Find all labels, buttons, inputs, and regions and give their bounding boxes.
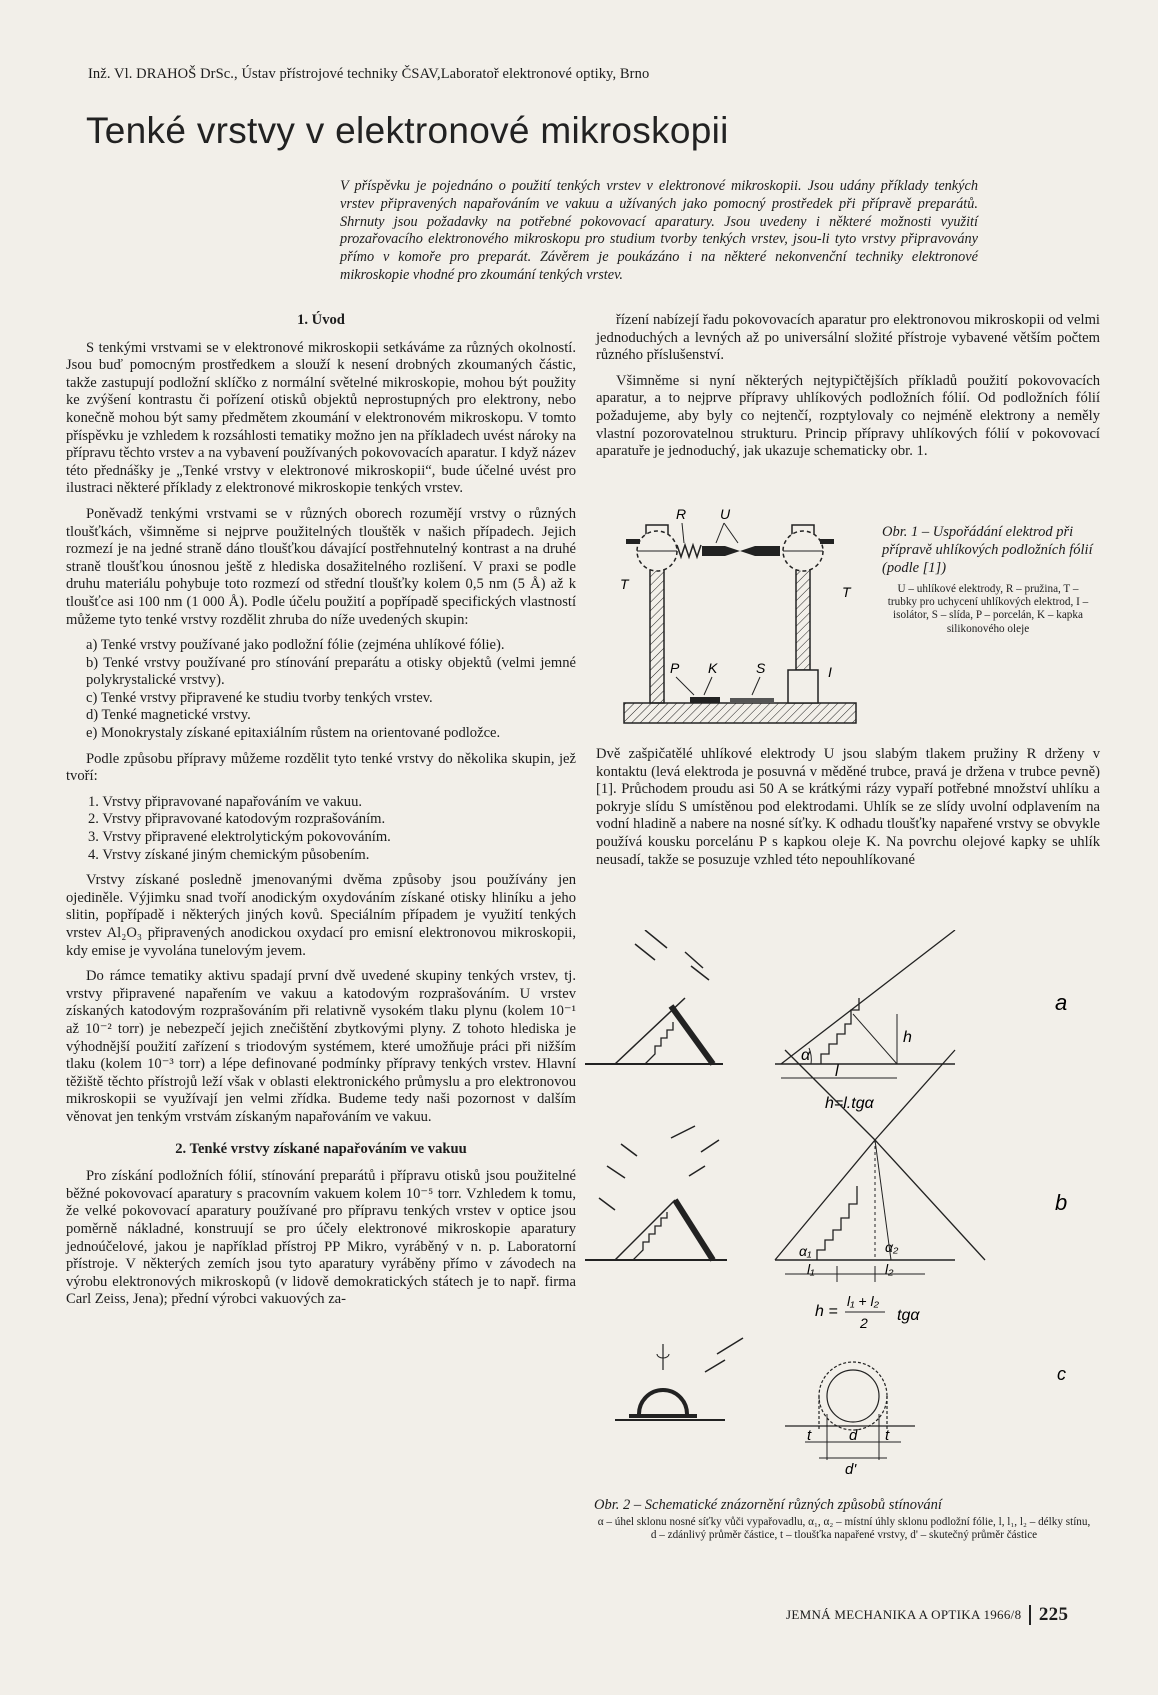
paragraph: Vrstvy získané posledně jmenovanými dvěma způsoby jsou používány jen ojediněle. Výjimku snad tvoří anodickým oxydováním získané otisky hliníku a jeho slitin, popřípadě i některých jiných kovů. Speciálním případem je využití tenkých vrstev Al₂O₃ připravených anodickou oxydací pro emisní elektronovou mikroskopii, kdy emise je vyvolána tunelovým jevem. (66, 872, 576, 959)
paragraph: Do rámce tematiky aktivu spadají první dvě uvedené skupiny tenkých vrstev, tj. vrstvy připravené napařením ve vakuu a katodovým rozprašováním. U vrstev získaných katodovým rozprašováním při relativně vysokém tlaku plynu (kolem 10⁻¹ až 10⁻² torr) je nebezpečí jejich znečištění zbytkovými plyny. Z tohoto hlediska je výhodnější použití zařízení s triodovým systémem, které umožňuje práci při nižším tlaku (kolem 10⁻³ torr) a lépe definované podmínky přípravy tenkých vrstev. Hlavní těžiště těchto přístrojů leží však v oblasti elektronického průmyslu a pro elektronovou mikroskopii se využívají jen velmi zřídka. Budeme tedy naši pozornost v dalším věnovat jen tenkým vrstvám získaným napařováním ve vakuu. (66, 968, 576, 1125)
fig1-label-S: S (756, 660, 766, 676)
paragraph: Všimněme si nyní některých nejtypičtějších příkladů použití pokovovacích aparatur, a to nejprve přípravy uhlíkových podložních fólií. Od podložních fólií požadujeme, aby byly co nejtenčí, rozptylovaly co nejméně elektrony a neměly vlastní pozorovatelnou strukturu. Princip přípravy uhlíkových fólií v pokovovací aparatuře je jednoduchý, jak ukazuje schematicky obr. 1. (596, 372, 1100, 460)
figure-2-caption: Obr. 2 – Schematické znázornění různých způsobů stínování (594, 1497, 942, 1513)
fig2-t-right: t (885, 1427, 890, 1444)
figure-1-caption-block (882, 523, 1094, 636)
methods-list (66, 794, 576, 864)
fig2-alpha: α (801, 1047, 811, 1064)
abstract: V příspěvku je pojednáno o použití tenkých vrstev v elektronové mikroskopii. Jsou udány příklady tenkých vrstev připravených napařováním ve vakuu a užívaných jako pomocný prostředek při přípravě preparátů. Shrnuty jsou požadavky na potřebné pokovovací aparatury. Jsou uvedeny i některé možnosti využití prozařovacího elektronového mikroskopu pro studium tvorby tenkých vrstev, jsou-li tyto vrstvy připravovány přímo v komoře pro preparát. Závěrem je poukázáno i na některé nekonvenční techniky elektronové mikroskopie vhodné pro zkoumání tenkých vrstev. (340, 178, 978, 283)
fig2-formula-b-den: 2 (860, 1315, 868, 1331)
fig2-b-left (585, 1126, 727, 1260)
list-item: a) Tenké vrstvy používané jako podložní fólie (zejména uhlíkové fólie). (86, 637, 505, 654)
figure-1-electrode-diagram (620, 505, 860, 727)
fig1-label-R: R (676, 506, 687, 522)
page-number: 225 (1038, 1604, 1069, 1625)
author-byline: Inž. Vl. DRAHOŠ DrSc., Ústav přístrojové techniky ČSAV,Laboratoř elektronové optiky, Brno (88, 66, 650, 82)
fig2-d: d (849, 1427, 858, 1444)
fig1-label-K: K (708, 660, 718, 676)
paragraph: Dvě zašpičatělé uhlíkové elektrody U jsou slabým tlakem pružiny R drženy v kontaktu (levá elektroda je posuvná v měděné trubce, pravá je držena v trubce pevně) [1]. Průchodem proudu asi 50 A se krátkými rázy vypaří potřebné množství uhlíku a pokryje slídu S umístěnou pod elektrodami. Uhlík se ze slídy uvolní odplavením na vodní hladině a nabere na nosné síťky. K odhadu tloušťky napařené vrstvy se obvykle používá kousku porcelánu P s kapkou oleje K. Na povrchu olejové kapky se uhlík neusadí, takže se posuzuje vzhled této nepouhlíkované (596, 746, 1100, 868)
figure-2-shadowing-diagram (585, 930, 1105, 1490)
list-item: c) Tenké vrstvy připravené ke studiu tvorby tenkých vrstev. (86, 689, 433, 706)
fig2-formula-b-lhs: h = (815, 1303, 838, 1320)
fig2-formula-a: h=l.tgα (825, 1095, 874, 1112)
fig2-l2: l₂ (885, 1261, 894, 1277)
footer-divider (1029, 1605, 1031, 1625)
fig2-alpha2: α₂ (885, 1239, 899, 1255)
fig2-l: l (835, 1063, 839, 1080)
paragraph: řízení nabízejí řadu pokovovacích aparatur pro elektronovou mikroskopii od velmi jednoduchých a levných až po universální složité přístroje vybavené větším počtem různého příslušenství. (596, 312, 1100, 364)
list-item: 4. Vrstvy získané jiným chemickým působením. (88, 846, 370, 863)
section-heading: 2. Tenké vrstvy získané napařováním ve vakuu (175, 1140, 467, 1157)
left-column (66, 312, 576, 1317)
journal-name: JEMNÁ MECHANIKA A OPTIKA 1966/8 (786, 1607, 1022, 1622)
fig2-l1: l₁ (807, 1261, 815, 1277)
fig1-label-I: I (828, 664, 832, 680)
figure-1-legend: U – uhlíkové elektrody, R – pružina, T – trubky pro uchycení uhlíkových elektrod, I – isolátor, S – slída, P – porcelán, K – kapka silikonového oleje (887, 583, 1089, 635)
fig2-formula-b-rhs: tgα (897, 1307, 920, 1324)
section-heading: 1. Úvod (297, 312, 345, 328)
fig1-label-T-left: T (620, 576, 629, 592)
fig2-label-a: a (1055, 990, 1068, 1015)
fig1-label-U: U (720, 506, 731, 522)
figure-1-caption: Obr. 1 – Uspořádání elektrod při přípravě uhlíkových podložních fólií (podle [1]) (882, 524, 1093, 576)
paragraph: Pro získání podložních fólií, stínování preparátů i přípravu otisků jsou použitelné běžné pokovovací aparatury s pracovním vakuem kolem 10⁻⁵ torr. Vzhledem k tomu, že velké pokovovací aparatury používané pro přípravu tenkých vrstev v optice jsou poměrně nákladné, konstruují se pro účely elektronové mikroskopie aparatury jednoúčelové, jakou je například přístroj PP Mikro, vyráběný v n. p. Laboratorní přístroje. V některých zemích jsou tyto aparatury vyráběny přímo v závodech na výrobu elektronových mikroskopů (v lidově demokratických státech je to např. firma Carl Zeiss, Jena); přední výrobci vakuových za- (66, 1168, 576, 1308)
groups-list (66, 637, 576, 743)
fig2-c-right (785, 1362, 1066, 1478)
list-item: 3. Vrstvy připravené elektrolytickým pokovováním. (88, 829, 391, 846)
right-column-middle (596, 746, 1100, 877)
list-item: 2. Vrstvy připravované katodovým rozprašováním. (88, 811, 386, 828)
fig1-label-T-right: T (842, 584, 851, 600)
paragraph: Podle způsobu přípravy můžeme rozdělit tyto tenké vrstvy do několika skupin, jež tvoří: (66, 750, 576, 785)
list-item: e) Monokrystaly získané epitaxiálním růstem na orientované podložce. (86, 725, 501, 742)
figure-2-legend: α – úhel sklonu nosné síťky vůči vypařovadlu, α₁, α₂ – místní úhly sklonu podložní fólie, l, l₁, l₂ – délky stínu, d – zdánlivý průměr částice, t – tloušťka napařené vrstvy, d' – skutečný průměr částice (597, 1516, 1091, 1542)
fig2-dprime: d' (845, 1461, 857, 1478)
fig1-label-P: P (670, 660, 680, 676)
fig2-t-left: t (807, 1427, 812, 1444)
list-item: d) Tenké magnetické vrstvy. (86, 707, 251, 724)
fig2-b-right (775, 1050, 1067, 1331)
fig2-c-left (615, 1338, 743, 1420)
fig2-label-c: c (1057, 1364, 1066, 1384)
list-item: 1. Vrstvy připravované napařováním ve vakuu. (88, 793, 363, 810)
fig2-alpha1: α₁ (799, 1243, 812, 1259)
list-item: b) Tenké vrstvy používané pro stínování preparátu a otisky objektů (velmi jemné polykrystalické vrstvy). (86, 654, 576, 689)
paragraph: Poněvadž tenkými vrstvami se v různých oborech rozumějí vrstvy o různých tloušťkách, všimněme si nejprve použitelných tlouštěk v našich případech. Jejich rozmezí je na jedné straně dáno tloušťkou dávající postřehnutelný kontrast a na druhé straně tloušťkou únosnou ještě z hlediska dosažitelného rozlišení. V praxi se podle druhu materiálu pohybuje toto rozmezí od střední tloušťky kolem 0,5 nm (5 Å) až k tloušťce asi 100 nm (1 000 Å). Podle účelu použití a popřípadě specifických vlastností můžeme tyto tenké vrstvy rozdělit zhruba do níže uvedených skupin: (66, 505, 576, 628)
fig2-h: h (903, 1029, 912, 1046)
figure-2-caption-block (594, 1496, 1094, 1542)
page-footer (786, 1604, 1068, 1626)
right-column-top (596, 312, 1100, 469)
fig2-a-left (585, 930, 723, 1064)
article-title: Tenké vrstvy v elektronové mikroskopii (86, 110, 729, 151)
fig2-formula-b-num: l₁ + l₂ (847, 1293, 879, 1309)
paragraph: S tenkými vrstvami se v elektronové mikroskopii setkáváme za různých okolností. Jsou buď pomocným prostředkem a slouží k nesení drobných zkoumaných částic, takže zastupují podložní sklíčko z normální světelné mikroskopie, mohou být použity ke zvýšení kontrastu či pořízení otisků objektů neprostupných pro elektrony, nebo konečně mohou být samy předmětem zkoumání v elektronovém mikroskopu. V tomto příspěvku je vzhledem k rozsáhlosti tematiky možno jen na příkladech uvést nároky na přípravu těchto vrstev a na vybavení používaných pokovovacích aparatur. I když název této přednášky je „Tenké vrstvy v elektronové mikroskopii“, bude účelné uvést pro ilustraci některé příklady z elektronové mikroskopie tenkých vrstev. (66, 339, 576, 497)
fig2-label-b: b (1055, 1190, 1068, 1215)
